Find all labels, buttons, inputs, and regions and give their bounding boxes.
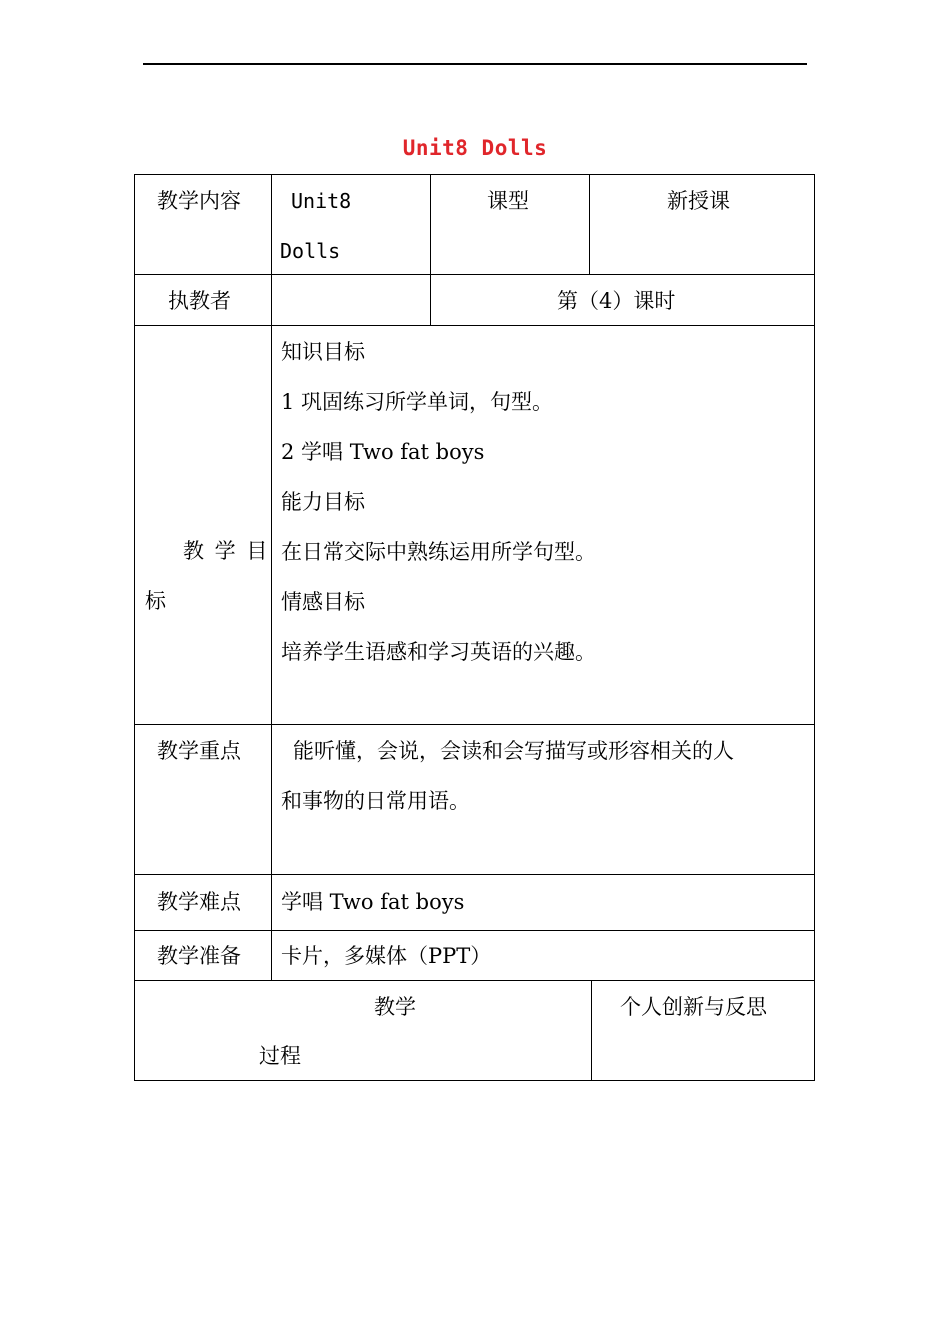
table-border	[134, 874, 815, 875]
table-border	[814, 174, 815, 1081]
table-border	[134, 174, 135, 1081]
document-title: Unit8 Dolls	[402, 136, 548, 160]
unit-name: Unit8	[291, 189, 352, 213]
objectives-label: 教 学 目	[183, 539, 270, 563]
lesson-type-label: 课型	[487, 189, 529, 213]
teacher-label: 执教者	[168, 289, 231, 313]
preparation-value: 卡片，多媒体（PPT）	[281, 944, 492, 968]
objectives-line: 知识目标	[281, 340, 365, 364]
table-border	[271, 174, 272, 981]
objectives-line: 2 学唱 Two fat boys	[281, 440, 485, 464]
table-border	[134, 325, 815, 326]
key-points-line: 和事物的日常用语。	[281, 789, 470, 813]
objectives-line: 1 巩固练习所学单词，句型。	[281, 390, 554, 414]
key-points-label: 教学重点	[157, 739, 241, 763]
unit-name-continued: Dolls	[280, 239, 341, 263]
table-border	[430, 174, 431, 326]
objectives-line: 能力目标	[281, 490, 365, 514]
table-border	[134, 274, 815, 275]
table-border	[589, 174, 590, 275]
objectives-line: 在日常交际中熟练运用所学句型。	[281, 540, 596, 564]
table-border	[134, 1080, 815, 1081]
lesson-type-value: 新授课	[667, 189, 730, 213]
difficulty-value: 学唱 Two fat boys	[281, 890, 465, 914]
table-border	[134, 724, 815, 725]
table-border	[134, 174, 815, 175]
process-label: 教学	[374, 995, 416, 1019]
reflection-label: 个人创新与反思	[620, 995, 767, 1019]
period-value: 第（4）课时	[557, 289, 676, 313]
process-label-continued: 过程	[259, 1044, 301, 1068]
key-points-line: 能听懂，会说，会读和会写描写或形容相关的人	[293, 739, 734, 763]
header-rule	[143, 63, 807, 65]
difficulty-label: 教学难点	[157, 890, 241, 914]
objectives-label-continued: 标	[145, 589, 166, 613]
table-border	[591, 980, 592, 1081]
preparation-label: 教学准备	[157, 944, 241, 968]
objectives-line: 情感目标	[281, 590, 365, 614]
objectives-line: 培养学生语感和学习英语的兴趣。	[281, 640, 596, 664]
content-label: 教学内容	[157, 189, 241, 213]
